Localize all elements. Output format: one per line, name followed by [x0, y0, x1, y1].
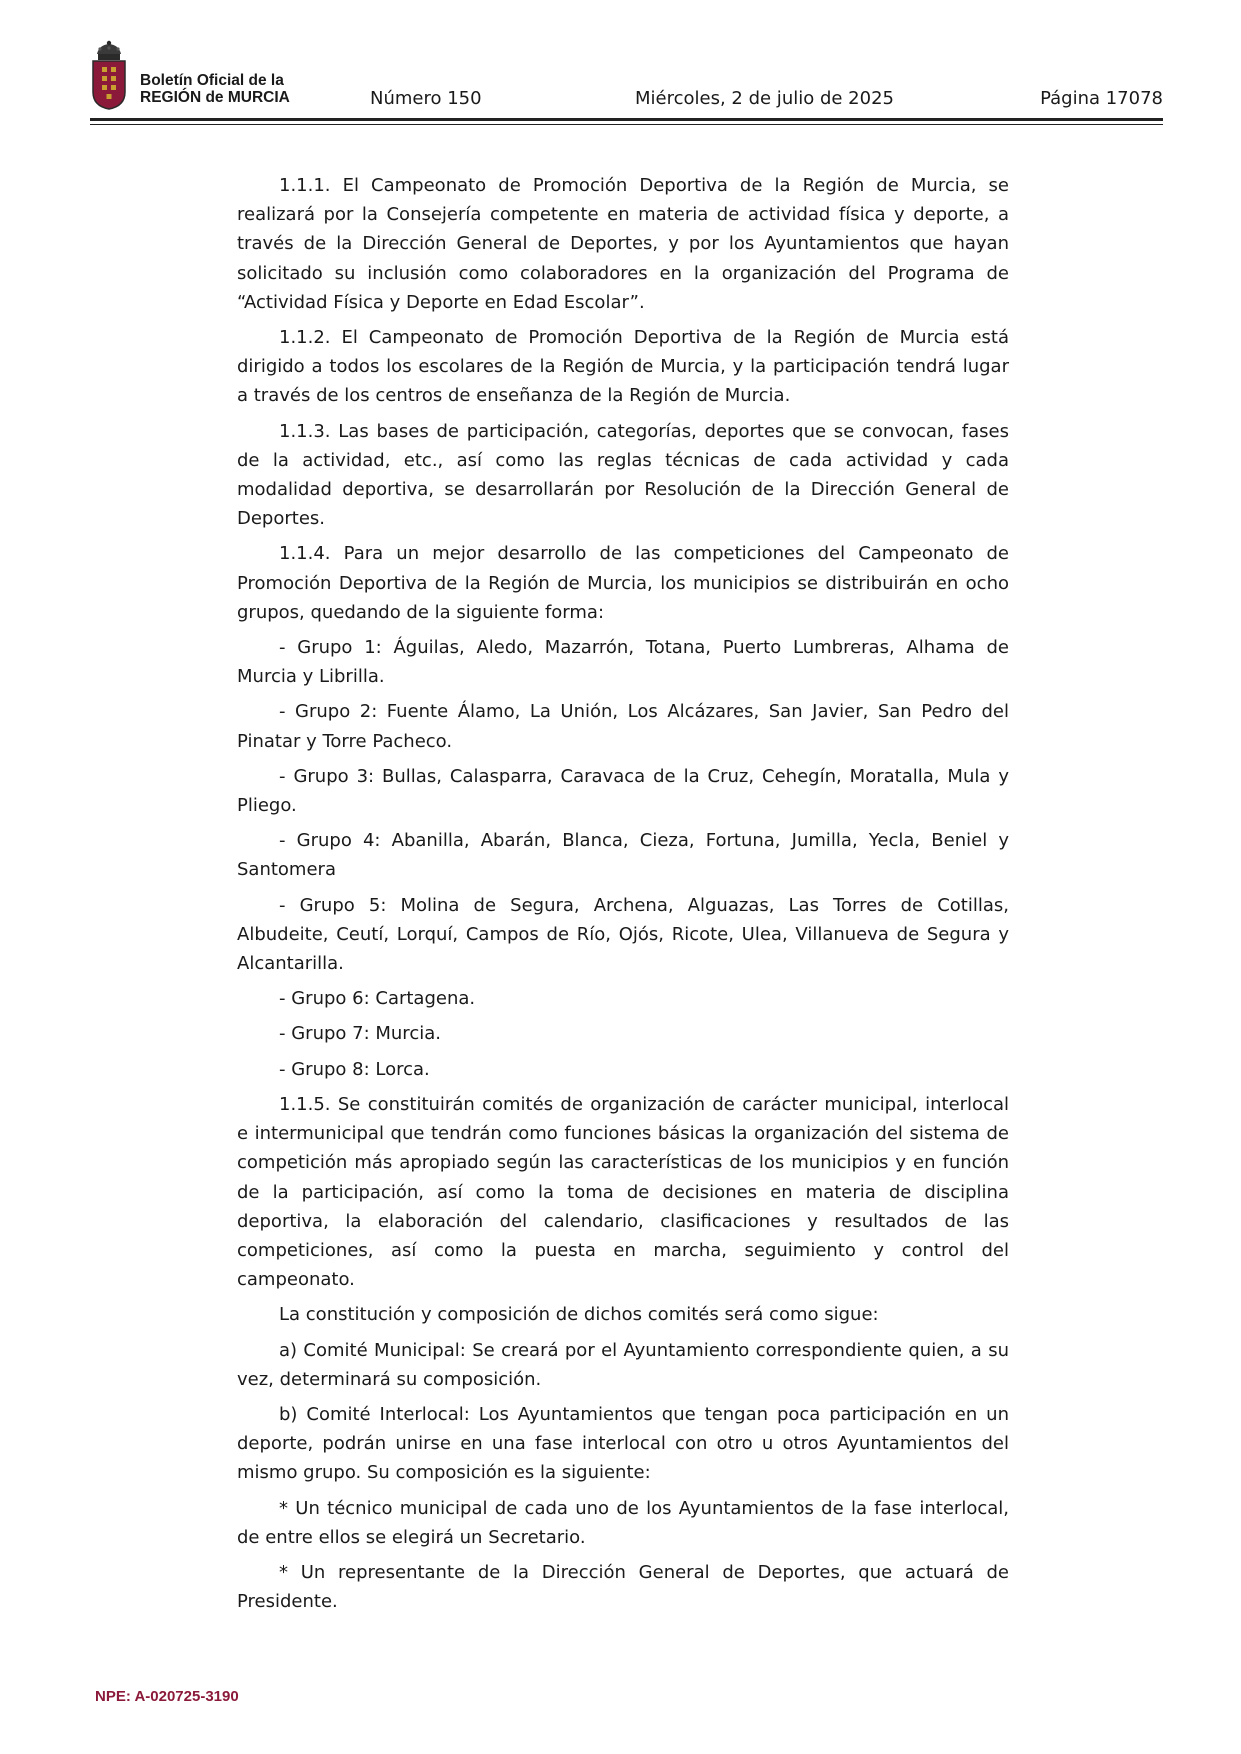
- paragraph: * Un representante de la Dirección General de Deportes, que actuará de Presidente.: [237, 1561, 1009, 1613]
- paragraph: * Un técnico municipal de cada uno de los Ayuntamientos de la fase interlocal, de entre ellos se elegirá un Secretario.: [237, 1497, 1009, 1548]
- paragraph: a) Comité Municipal: Se creará por el Ayuntamiento correspondiente quien, a su vez, determinará su composición.: [237, 1339, 1009, 1390]
- crown-shield-icon: [90, 40, 128, 110]
- paragraph: 1.1.2. El Campeonato de Promoción Deportiva de la Región de Murcia está dirigido a todos los escolares de la Región de Murcia, y la participación tendrá lugar a través de los centros de enseñanza de la Región de Murcia.: [237, 327, 1009, 407]
- paragraph: b) Comité Interlocal: Los Ayuntamientos que tengan poca participación en un deporte, podrán unirse en una fase interlocal con otro u otros Ayuntamientos del mismo grupo. Su composición es la siguiente:: [237, 1403, 1009, 1484]
- group-item: - Grupo 3: Bullas, Calasparra, Caravaca de la Cruz, Cehegín, Moratalla, Mula y Pliego.: [237, 765, 1009, 817]
- issue-date: Miércoles, 2 de julio de 2025: [635, 88, 894, 109]
- header-rule-thin: [90, 124, 1163, 125]
- issue-number: Número 150: [370, 88, 482, 109]
- group-item: - Grupo 5: Molina de Segura, Archena, Alguazas, Las Torres de Cotillas, Albudeite, Ceutí, Lorquí, Campos de Río, Ojós, Ricote, Ulea, Villanueva de Segura y Alcantarilla.: [237, 894, 1009, 975]
- paragraph: 1.1.4. Para un mejor desarrollo de las competiciones del Campeonato de Promoción Deportiva de la Región de Murcia, los municipios se distribuirán en ocho grupos, quedando de la siguiente forma:: [237, 543, 1009, 623]
- bulletin-brand: [140, 72, 290, 106]
- group-item: - Grupo 2: Fuente Álamo, La Unión, Los Alcázares, San Javier, San Pedro del Pinatar y Torre Pacheco.: [237, 701, 1009, 752]
- group-item: - Grupo 1: Águilas, Aledo, Mazarrón, Totana, Puerto Lumbreras, Alhama de Murcia y Librilla.: [237, 637, 1009, 688]
- group-item: - Grupo 8: Lorca.: [279, 1058, 430, 1080]
- brand-line-2: REGIÓN de MURCIA: [140, 89, 290, 106]
- paragraph: La constitución y composición de dichos comités será como sigue:: [279, 1304, 879, 1326]
- paragraph: 1.1.5. Se constituirán comités de organización de carácter municipal, interlocal e intermunicipal que tendrán como funciones básicas la organización del sistema de competición más apropiado según las características de los municipios y en función de la participación, así como la toma de decisiones en materia de disciplina deportiva, la elaboración del calendario, clasificaciones y resultados de las competiciones, así como la puesta en marcha, seguimiento y control del campeonato.: [237, 1093, 1009, 1291]
- document-body: [237, 171, 1009, 1622]
- npe-code: NPE: A-020725-3190: [95, 1688, 239, 1705]
- brand-line-1: Boletín Oficial de la: [140, 72, 284, 89]
- paragraph: 1.1.1. El Campeonato de Promoción Deportiva de la Región de Murcia, se realizará por la Consejería competente en materia de actividad física y deporte, a través de la Dirección General de Deportes, y por los Ayuntamientos que hayan solicitado su inclusión como colaboradores en la organización del Programa de “Actividad Física y Deporte en Edad Escolar”.: [237, 175, 1009, 313]
- page-number: Página 17078: [1040, 88, 1163, 109]
- paragraph: 1.1.3. Las bases de participación, categorías, deportes que se convocan, fases de la actividad, etc., así como las reglas técnicas de cada actividad y cada modalidad deportiva, se desarrollarán por Resolución de la Dirección General de Deportes.: [237, 420, 1009, 530]
- group-item: - Grupo 7: Murcia.: [279, 1023, 441, 1045]
- group-item: - Grupo 4: Abanilla, Abarán, Blanca, Cieza, Fortuna, Jumilla, Yecla, Beniel y Santomera: [237, 830, 1009, 881]
- group-item: - Grupo 6: Cartagena.: [279, 988, 476, 1010]
- header-rule-thick: [90, 118, 1163, 121]
- page-header: [90, 40, 1163, 124]
